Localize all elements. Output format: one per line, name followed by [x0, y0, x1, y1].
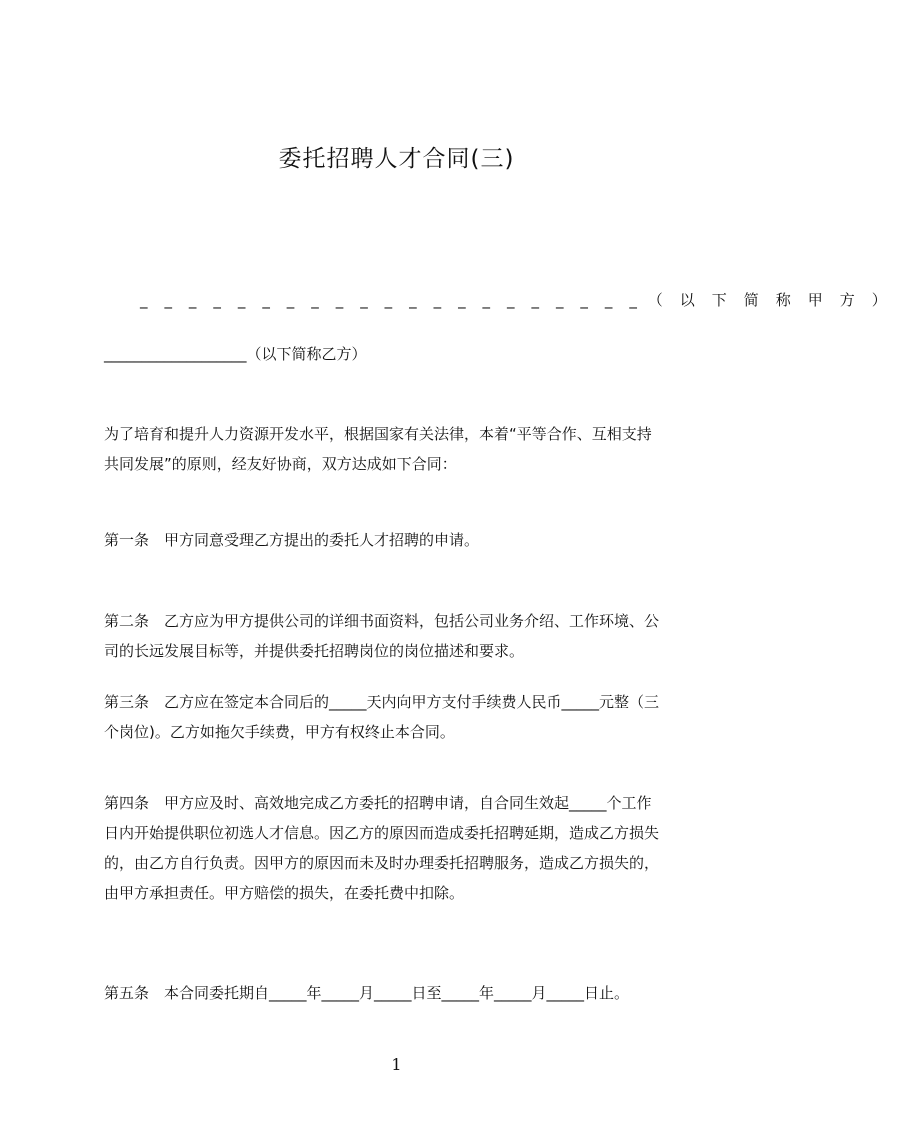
paragraph-line: 第五条 本合同委托期自_____年_____月_____日至_____年_____月_____日止。: [104, 984, 630, 1002]
article-1-paragraph: [104, 525, 700, 555]
paragraph-line: 日内开始提供职位初选人才信息。因乙方的原因而造成委托招聘延期，造成乙方损失: [104, 824, 660, 842]
party-b-line: ___________________（以下简称乙方）: [104, 345, 367, 363]
party-a-label: （以下简称甲方）: [647, 291, 904, 309]
paragraph-line: 由甲方承担责任。甲方赔偿的损失，在委托费中扣除。: [104, 884, 465, 902]
document-title: 委托招聘人才合同(三): [278, 146, 515, 172]
paragraph-line: 第一条 甲方同意受理乙方提出的委托人才招聘的申请。: [104, 531, 480, 549]
page-number: 1: [391, 1055, 402, 1074]
paragraph-line: 共同发展”的原则，经友好协商，双方达成如下合同：: [104, 455, 457, 473]
paragraph-line: 第四条 甲方应及时、高效地完成乙方委托的招聘申请，自合同生效起_____个工作: [104, 794, 652, 812]
article-5-paragraph: [104, 978, 700, 1008]
article-4-paragraph: [104, 788, 700, 908]
party-a-blank: _ _ _ _ _ _ _ _ _ _ _ _ _ _ _ _ _ _ _ _ _: [140, 291, 643, 309]
paragraph-line: 的，由乙方自行负责。因甲方的原因而未及时办理委托招聘服务，造成乙方损失的，: [104, 854, 660, 872]
article-3-paragraph: [104, 687, 700, 747]
paragraph-line: 个岗位)。乙方如拖欠手续费，甲方有权终止本合同。: [104, 723, 455, 741]
paragraph-line: 司的长远发展目标等，并提供委托招聘岗位的岗位描述和要求。: [104, 642, 525, 660]
paragraph-line: 第二条 乙方应为甲方提供公司的详细书面资料，包括公司业务介绍、工作环境、公: [104, 612, 660, 630]
article-2-paragraph: [104, 606, 700, 666]
paragraph-line: 为了培育和提升人力资源开发水平，根据国家有关法律，本着“平等合作、互相支持: [104, 425, 652, 443]
party-a-line: [140, 285, 904, 315]
paragraph-line: 第三条 乙方应在签定本合同后的_____天内向甲方支付手续费人民币_____元整（三: [104, 693, 660, 711]
preamble-paragraph: [104, 419, 700, 479]
